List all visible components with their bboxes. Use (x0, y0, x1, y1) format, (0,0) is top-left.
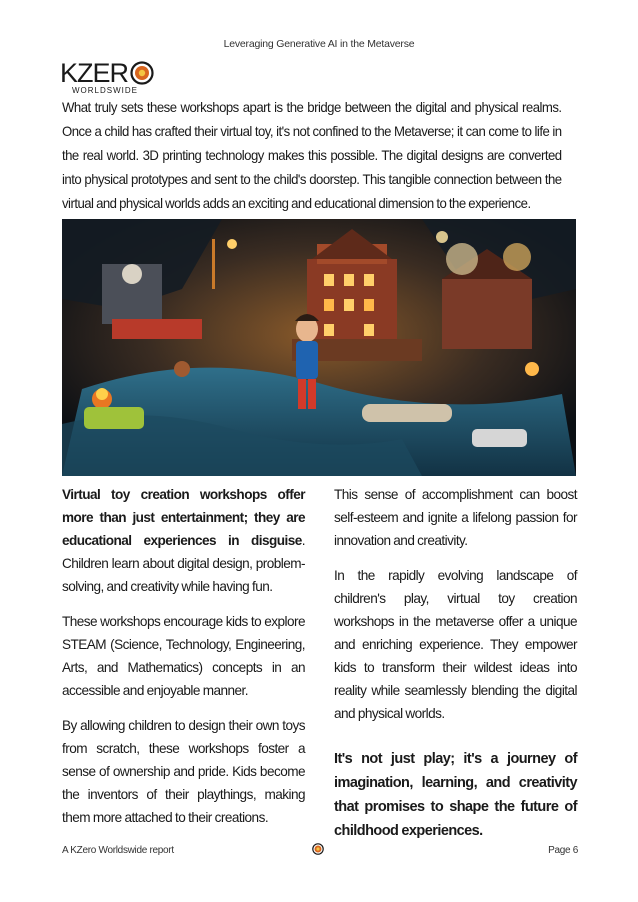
hero-image-toy-world (62, 219, 576, 476)
left-paragraph-3: By allowing children to design their own toys from scratch, these workshops foster a sense of ownership and pride. Kids become the inventors of their playthings, making them more attached to their creations. (62, 718, 305, 825)
right-paragraph-1: This sense of accomplishment can boost self-esteem and ignite a lifelong passion for innovation and creativity. (334, 487, 577, 548)
right-paragraph-2: In the rapidly evolving landscape of children's play, virtual toy creation workshops in the metaverse offer a unique and enriching experience. They empower kids to transform their wildest ideas into reality while seamlessly blending the digital and physical worlds. (334, 568, 577, 721)
right-column (334, 483, 577, 855)
lead-rest: Children learn about digital design, problem-solving, and creativity while having fun. (62, 556, 305, 594)
lead-period: . (301, 533, 305, 548)
lead-bold-statement: Virtual toy creation workshops offer more than just entertainment; they are educational experiences in disguise (62, 487, 305, 548)
page-header-title: Leveraging Generative AI in the Metaverse (223, 38, 415, 50)
closing-statement: It's not just play; it's a journey of imagination, learning, and creativity that promises to shape the future of childhood experiences. (334, 751, 577, 839)
left-paragraph-1 (62, 483, 305, 598)
logo-wordmark: KZER (60, 58, 129, 88)
footer-page-number: Page 6 (548, 845, 578, 856)
toy-world-illustration (62, 219, 576, 476)
left-column (62, 483, 305, 841)
logo-target-icon (130, 61, 154, 85)
left-paragraph-2: These workshops encourage kids to explore STEAM (Science, Technology, Engineering, Arts, and Mathematics) concepts in an accessible and enjoyable manner. (62, 614, 305, 698)
footer-target-icon (312, 843, 324, 855)
intro-paragraph: What truly sets these workshops apart is the bridge between the digital and physical realms. Once a child has crafted their virtual toy, it's not confined to the Metaverse; it can come to life in the real world. 3D printing technology makes this possible. The digital designs are converted into physical prototypes and sent to the child's doorstep. This tangible connection between the virtual and physical worlds adds an exciting and educational dimension to the experience. (62, 100, 562, 211)
kzero-logo (60, 58, 160, 94)
footer-report-label: A KZero Worldswide report (62, 845, 174, 856)
logo-subtitle: WORLDSWIDE (72, 86, 138, 95)
